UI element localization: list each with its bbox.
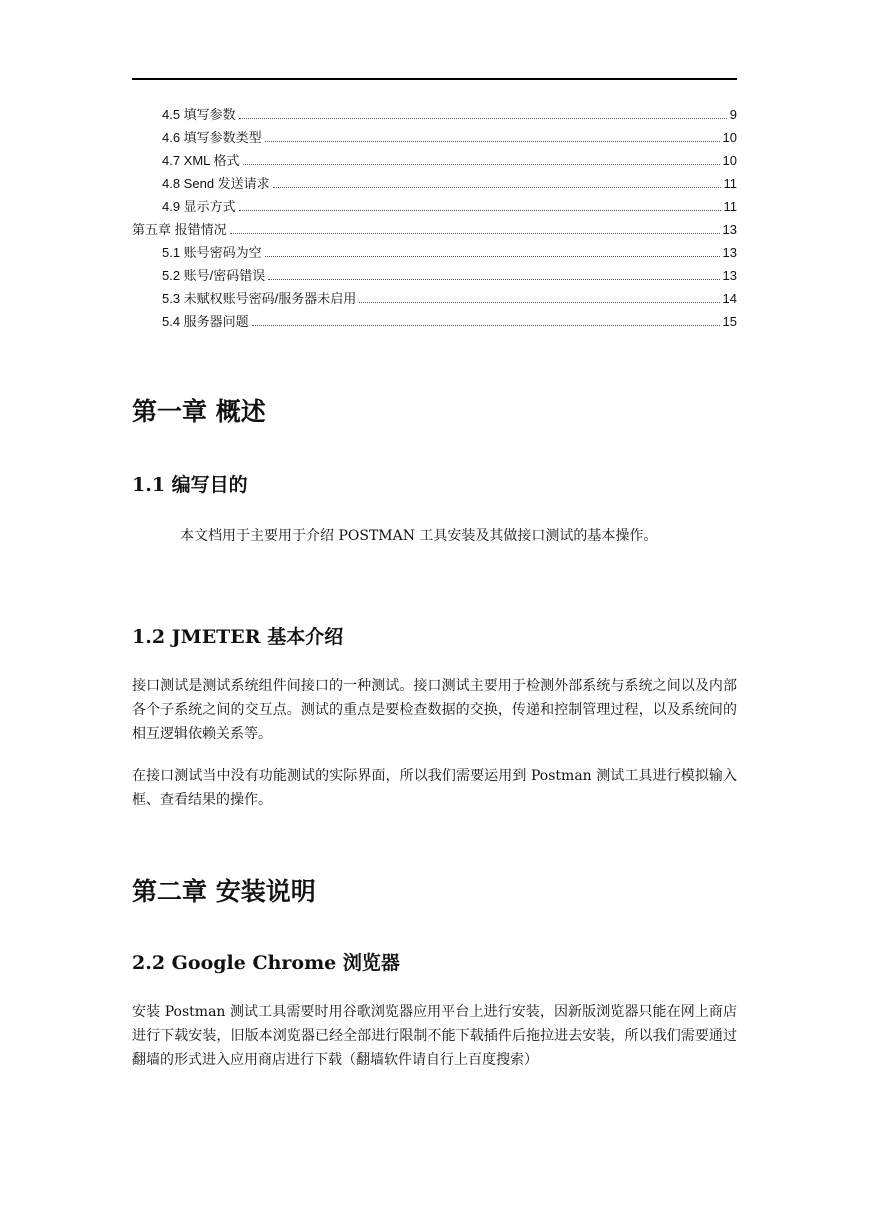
chapter-1-title: 第一章 概述 bbox=[132, 397, 266, 426]
toc-entry-page: 11 bbox=[723, 199, 737, 214]
toc-entry[interactable] bbox=[132, 127, 737, 150]
table-of-contents bbox=[132, 104, 737, 334]
toc-entry[interactable] bbox=[132, 265, 737, 288]
toc-entry-title: 5.3 未赋权账号密码/服务器未启用 bbox=[162, 291, 357, 306]
toc-entry-title: 5.2 账号/密码错误 bbox=[162, 268, 266, 283]
toc-entry-title: 4.9 显示方式 bbox=[162, 199, 236, 214]
toc-entry-page: 9 bbox=[729, 107, 737, 122]
toc-leader-dots bbox=[268, 279, 719, 280]
toc-entry-title: 第五章 报错情况 bbox=[132, 222, 227, 237]
toc-entry-page: 13 bbox=[722, 245, 737, 260]
toc-entry-page: 13 bbox=[722, 222, 737, 237]
toc-entry[interactable] bbox=[132, 219, 737, 242]
toc-leader-dots bbox=[273, 187, 721, 188]
toc-entry-title: 4.8 Send 发送请求 bbox=[162, 176, 270, 191]
toc-entry-page: 13 bbox=[722, 268, 737, 283]
toc-entry-title: 5.4 服务器问题 bbox=[162, 314, 249, 329]
toc-leader-dots bbox=[359, 302, 719, 303]
header-rule bbox=[132, 78, 737, 80]
toc-entry-page: 10 bbox=[722, 130, 737, 145]
section-1-2-paragraph-2: 在接口测试当中没有功能测试的实际界面，所以我们需要运用到 Postman 测试工具进行模拟输入框、查看结果的操作。 bbox=[132, 768, 737, 808]
toc-entry-title: 4.7 XML 格式 bbox=[162, 153, 240, 168]
chapter-2-title: 第二章 安装说明 bbox=[132, 877, 316, 906]
section-1-2-title: 1.2 JMETER 基本介绍 bbox=[132, 626, 344, 648]
toc-entry[interactable] bbox=[132, 196, 737, 219]
toc-entry[interactable] bbox=[132, 104, 737, 127]
section-1-2-paragraph-1: 接口测试是测试系统组件间接口的一种测试。接口测试主要用于检测外部系统与系统之间以及内部各个子系统之间的交互点。测试的重点是要检查数据的交换，传递和控制管理过程，以及系统间的相互逻辑依赖关系等。 bbox=[132, 678, 737, 742]
section-1-1-title: 1.1 编写目的 bbox=[132, 474, 248, 496]
section-1-1-text: 本文档用于主要用于介绍 POSTMAN 工具安装及其做接口测试的基本操作。 bbox=[180, 528, 658, 544]
toc-entry[interactable] bbox=[132, 150, 737, 173]
section-2-2-title: 2.2 Google Chrome 浏览器 bbox=[132, 952, 400, 974]
toc-entry-page: 10 bbox=[722, 153, 737, 168]
toc-entry-page: 15 bbox=[722, 314, 737, 329]
toc-entry[interactable] bbox=[132, 242, 737, 265]
toc-entry-title: 4.6 填写参数类型 bbox=[162, 130, 262, 145]
toc-leader-dots bbox=[243, 164, 720, 165]
toc-leader-dots bbox=[239, 210, 721, 211]
toc-leader-dots bbox=[252, 325, 720, 326]
toc-entry[interactable] bbox=[132, 311, 737, 334]
toc-entry-page: 14 bbox=[722, 291, 737, 306]
toc-leader-dots bbox=[239, 118, 727, 119]
toc-entry-page: 11 bbox=[723, 176, 737, 191]
toc-entry[interactable] bbox=[132, 288, 737, 311]
section-2-2-text: 安装 Postman 测试工具需要时用谷歌浏览器应用平台上进行安装，因新版浏览器只能在网上商店进行下载安装，旧版本浏览器已经全部进行限制不能下载插件后拖拉进去安装，所以我们需要通过翻墙的形式进入应用商店进行下载（翻墙软件请自行上百度搜索） bbox=[132, 1004, 737, 1068]
toc-entry-title: 4.5 填写参数 bbox=[162, 107, 236, 122]
toc-leader-dots bbox=[265, 256, 720, 257]
toc-leader-dots bbox=[265, 141, 720, 142]
toc-entry[interactable] bbox=[132, 173, 737, 196]
toc-leader-dots bbox=[230, 233, 720, 234]
toc-entry-title: 5.1 账号密码为空 bbox=[162, 245, 262, 260]
